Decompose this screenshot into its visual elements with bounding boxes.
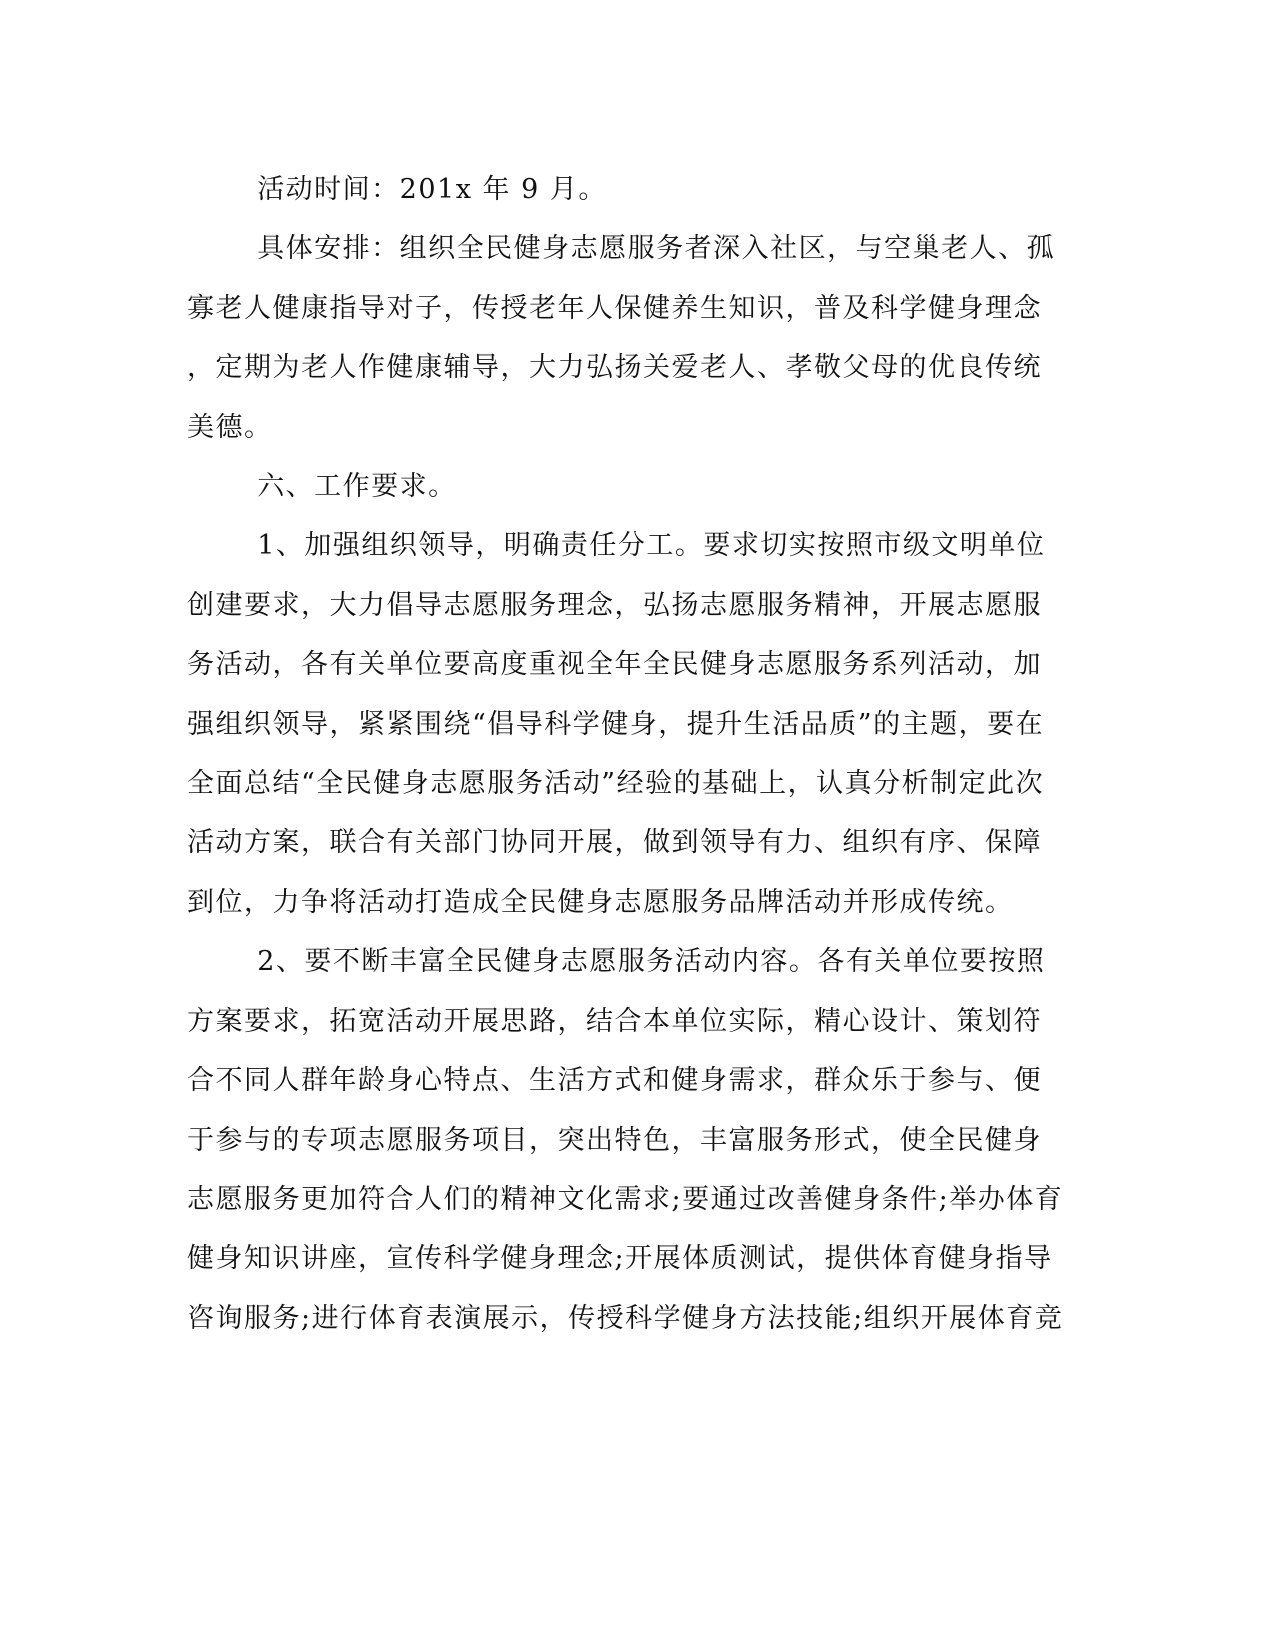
text-line: 具体安排：组织全民健身志愿服务者深入社区，与空巢老人、孤	[257, 233, 1056, 265]
text-line: 到位，力争将活动打造成全民健身志愿服务品牌活动并形成传统。	[187, 886, 1014, 918]
text-line: 咨询服务;进行体育表演展示，传授科学健身方法技能;组织开展体育竞	[187, 1302, 1064, 1334]
text-line: 方案要求，拓宽活动开展思路，结合本单位实际，精心设计、策划符	[187, 1005, 1042, 1037]
section-heading-work-requirements	[187, 457, 1067, 516]
text-line: 于参与的专项志愿服务项目，突出特色，丰富服务形式，使全民健身	[187, 1124, 1042, 1156]
text-line: 创建要求，大力倡导志愿服务理念，弘扬志愿服务精神，开展志愿服	[187, 589, 1042, 621]
text-line: 全面总结“全民健身志愿服务活动”经验的基础上，认真分析制定此次	[187, 768, 1045, 800]
text-line: 1、加强组织领导，明确责任分工。要求切实按照市级文明单位	[257, 530, 1046, 562]
text-line: 活动方案，联合有关部门协同开展，做到领导有力、组织有序、保障	[187, 827, 1042, 859]
text-line: 强组织领导，紧紧围绕“倡导科学健身，提升生活品质”的主题，要在	[187, 708, 1045, 740]
text-line: 2、要不断丰富全民健身志愿服务活动内容。各有关单位要按照	[257, 946, 1046, 978]
text-line: ，定期为老人作健康辅导，大力弘扬关爱老人、孝敬父母的优良传统	[187, 352, 1042, 384]
paragraph-activity-time	[187, 160, 1067, 219]
paragraph-specific-arrangement	[187, 219, 1067, 457]
text-line: 活动时间：201x 年 9 月。	[257, 174, 607, 205]
text-line: 志愿服务更加符合人们的精神文化需求;要通过改善健身条件;举办体育	[187, 1183, 1064, 1215]
text-line: 寡老人健康指导对子，传授老年人保健养生知识，普及科学健身理念	[187, 292, 1042, 324]
document-body	[187, 160, 1067, 1348]
text-line: 美德。	[187, 411, 273, 443]
text-line: 合不同人群年龄身心特点、生活方式和健身需求，群众乐于参与、便	[187, 1065, 1042, 1097]
text-line: 六、工作要求。	[257, 471, 457, 503]
paragraph-requirement-2	[187, 932, 1067, 1348]
paragraph-requirement-1	[187, 516, 1067, 932]
text-line: 健身知识讲座，宣传科学健身理念;开展体质测试，提供体育健身指导	[187, 1243, 1053, 1275]
text-line: 务活动，各有关单位要高度重视全年全民健身志愿服务系列活动，加	[187, 649, 1042, 681]
